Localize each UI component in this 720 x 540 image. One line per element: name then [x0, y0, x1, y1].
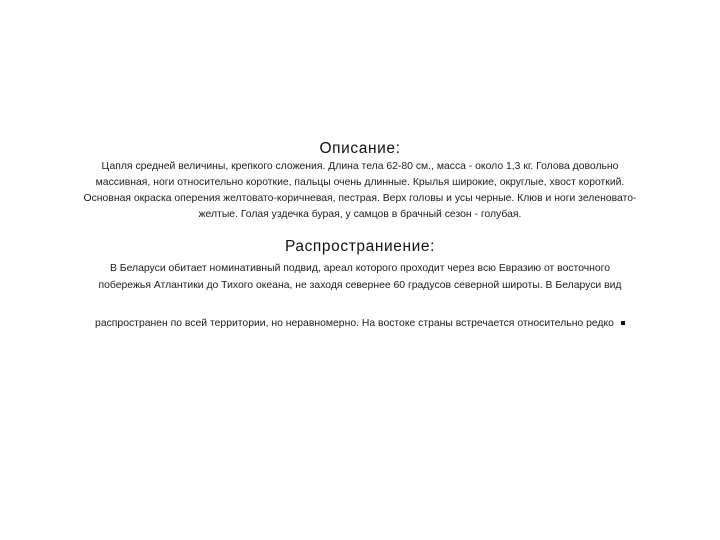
distribution-line-2: побережья Атлантики до Тихого океана, не заходя севернее 60 градусов северной широты. В Беларуси вид [98, 280, 622, 291]
distribution-line-1: В Беларуси обитает номинативный подвид, ареал которого проходит через всю Евразию от восточного [109, 263, 611, 274]
distribution-heading: Распространиение: [284, 238, 436, 255]
bullet-square-icon [621, 321, 625, 325]
description-heading: Описание: [319, 140, 401, 157]
description-line-1: Цапля средней величины, крепкого сложения. Длина тела 62-80 см., масса - около 1,3 кг. Голова довольно [101, 161, 619, 172]
description-line-2: массивная, ноги относительно короткие, пальцы очень длинные. Крылья широкие, округлые, хвост короткий. [95, 177, 625, 188]
distribution-line-3-text: распространен по всей территории, но неравномерно. На востоке страны встречается относительно редко [95, 318, 614, 329]
distribution-line-3 [0, 317, 720, 330]
description-line-4: желтые. Голая уздечка бурая, у самцов в брачный сезон - голубая. [198, 209, 522, 220]
description-line-3: Основная окраска оперения желтовато-коричневая, пестрая. Верх головы и усы черные. Клюв и ноги зеленовато- [83, 193, 637, 204]
